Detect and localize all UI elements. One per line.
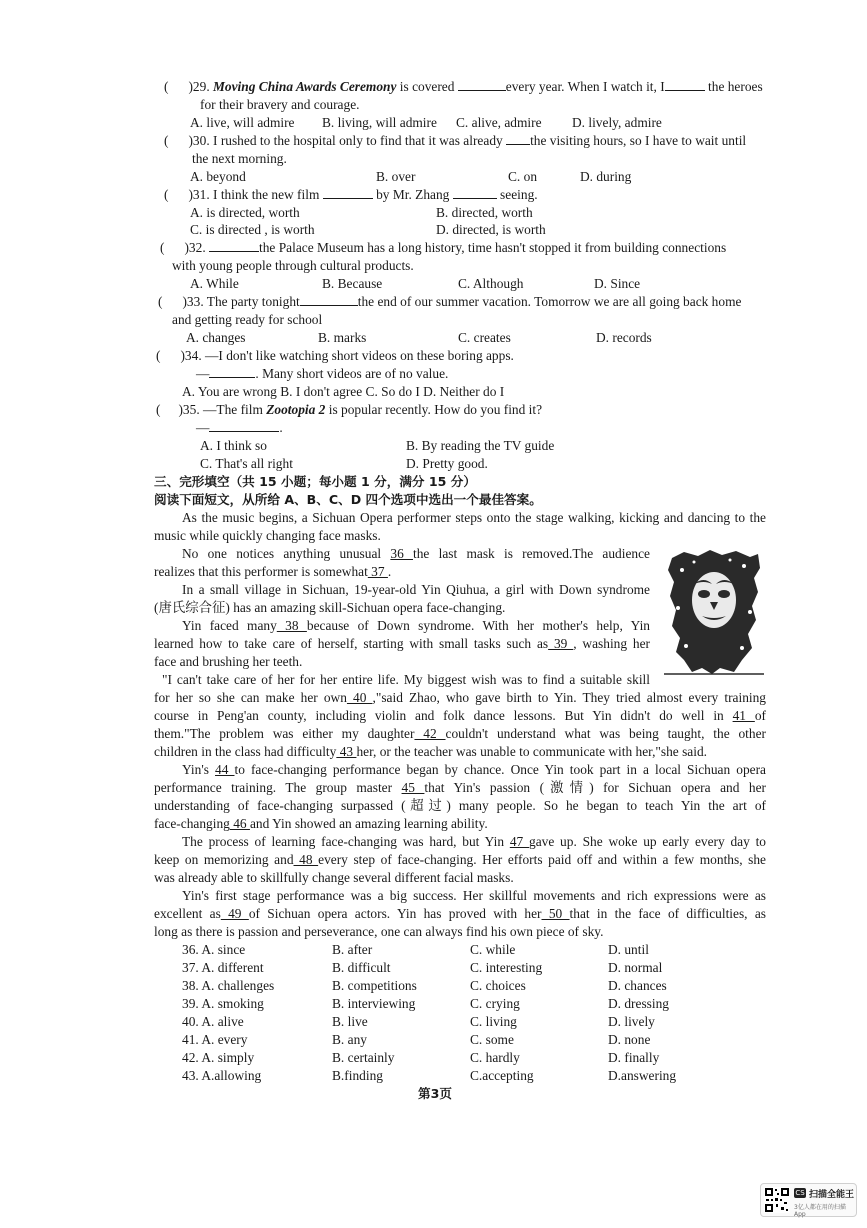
passage-line: Yin's first stage performance was a big success. Her skillful movements and rich expressions were as <box>182 888 766 903</box>
blank-42: 42 <box>414 726 446 741</box>
question-29-line-2: for their bravery and courage. <box>200 97 360 112</box>
option-b: B. marks <box>318 330 367 345</box>
blank-40: 40 <box>346 690 373 705</box>
blank-38: 38 <box>276 618 307 633</box>
option-d: D. records <box>596 330 652 345</box>
passage-line: performance training. The group master 45 that Yin's passion (激情) for Sichuan opera and her <box>154 780 766 795</box>
qr-code-icon <box>764 1187 790 1213</box>
passage-line: was already able to skillfully change several different facial masks. <box>154 870 514 885</box>
option-d: D. Pretty good. <box>406 456 488 471</box>
blank-37: 37 <box>367 564 388 579</box>
option-b: B. directed, worth <box>436 205 533 220</box>
scanner-watermark <box>760 1183 857 1217</box>
passage-line: understanding of face-changing surpassed (超过) many people. So he began to teach Yin the art of <box>154 798 766 813</box>
passage-line: course in Peng'an county, including violin and folk dance lessons. But Yin didn't do well in 41 of <box>154 708 766 723</box>
passage-line: learned how to take care of herself, starting with small tasks such as 39 , washing her <box>154 636 651 651</box>
passage-line: keep on memorizing and 48 every step of face-changing. Her efforts paid off and within a few months, she <box>154 852 766 867</box>
option-b: B. Because <box>322 276 383 291</box>
passage-line: As the music begins, a Sichuan Opera performer steps onto the stage walking, kicking and dancing to the <box>182 510 766 525</box>
blank-49: 49 <box>220 906 249 921</box>
blank-46: 46 <box>229 816 250 831</box>
badge-subtitle: 3亿人都在用的扫描App <box>794 1204 846 1218</box>
passage-line: Yin faced many 38 because of Down syndrome. With her mother's help, Yin <box>182 618 650 633</box>
question-34-line-1: ( )34. —I don't like watching short videos on these boring apps. <box>156 348 514 363</box>
blank-47: 47 <box>509 834 529 849</box>
option-c: C. on <box>508 169 538 184</box>
passage-line: for her so she can make her own 40 ,"said Zhao, who gave birth to Yin. They tried almost every training <box>154 690 767 705</box>
question-29-line-1: ( )29. Moving China Awards Ceremony is covered every year. When I watch it, I the heroes <box>164 79 763 94</box>
question-32-line-2: with young people through cultural products. <box>172 258 414 273</box>
option-a: A. is directed, worth <box>190 205 300 220</box>
section-instruction: 阅读下面短文，从所给 A、B、C、D 四个选项中选出一个最佳答案。 <box>154 492 542 507</box>
blank-39: 39 <box>548 636 574 651</box>
options-row: A. You are wrong B. I don't agree C. So do I D. Neither do I <box>182 384 505 399</box>
blank <box>300 293 358 306</box>
blank <box>209 365 255 378</box>
question-31-line-1: ( )31. I think the new film by Mr. Zhang seeing. <box>164 187 538 202</box>
option-c: C. Although <box>458 276 524 291</box>
blank <box>453 186 497 199</box>
passage-line: them."The problem was either my daughter 42 couldn't understand what was being taught, the other <box>154 726 766 741</box>
question-35-line-2: — . <box>196 420 283 435</box>
option-c: C. is directed , is worth <box>190 222 315 237</box>
option-a: A. changes <box>186 330 246 345</box>
option-b: B. By reading the TV guide <box>406 438 555 453</box>
blank <box>506 132 530 145</box>
option-a: A. While <box>190 276 239 291</box>
blank-36: 36 <box>390 546 414 561</box>
question-34-line-2: — . Many short videos are of no value. <box>196 366 449 381</box>
blank <box>665 78 705 91</box>
blank-50: 50 <box>541 906 570 921</box>
blank <box>458 78 506 91</box>
opera-performer-image <box>664 548 764 678</box>
option-c: C. That's all right <box>200 456 293 471</box>
badge-title: 扫描全能王 <box>809 1190 855 1200</box>
question-32-line-1: ( )32. the Palace Museum has a long history, time hasn't stopped it from building connections <box>160 240 727 255</box>
option-c: C. creates <box>458 330 511 345</box>
blank-48: 48 <box>293 852 319 867</box>
option-d: D. during <box>580 169 632 184</box>
answer-paren: ( <box>164 79 169 94</box>
passage-line: face and brushing her teeth. <box>154 654 303 669</box>
option-d: D. lively, admire <box>572 115 662 130</box>
passage-line: "I can't take care of her for her entire life. My biggest wish was to find a suitable skill <box>162 672 650 687</box>
blank-45: 45 <box>401 780 425 795</box>
option-c: C. alive, admire <box>456 115 542 130</box>
blank <box>209 419 279 432</box>
option-d: D. directed, is worth <box>436 222 546 237</box>
question-33-line-1: ( )33. The party tonight the end of our summer vacation. Tomorrow we are all going back home <box>158 294 742 309</box>
blank-43: 43 <box>336 744 357 759</box>
passage-line: No one notices anything unusual 36 the last mask is removed.The audience <box>182 546 650 561</box>
section-heading: 三、完形填空（共 15 小题；每小题 1 分，满分 15 分） <box>154 474 476 489</box>
question-35-line-1: ( )35. —The film Zootopia 2 is popular recently. How do you find it? <box>156 402 543 417</box>
option-b: B. over <box>376 169 416 184</box>
passage-line: children in the class had difficulty 43 her, or the teacher was unable to communicate with her,"she said. <box>154 744 707 759</box>
option-b: B. living, will admire <box>322 115 437 130</box>
option-a: A. I think so <box>200 438 267 453</box>
passage-line: long as there is passion and perseverance, one can always find his own piece of sky. <box>154 924 604 939</box>
blank-41: 41 <box>732 708 755 723</box>
passage-line: excellent as 49 of Sichuan opera actors. Yin has proved with her 50 that in the face of difficulties, as <box>154 906 766 921</box>
question-30-line-2: the next morning. <box>192 151 287 166</box>
option-a: A. live, will admire <box>190 115 295 130</box>
passage-line: Yin's 44 to face-changing performance began by chance. Once Yin took part in a local Sichuan opera <box>182 762 766 777</box>
passage-line: face-changing 46 and Yin showed an amazing learning ability. <box>154 816 488 831</box>
blank <box>209 239 259 252</box>
option-d: D. Since <box>594 276 641 291</box>
blank-44: 44 <box>215 762 235 777</box>
option-a: A. beyond <box>190 169 246 184</box>
passage-line: realizes that this performer is somewhat 37 . <box>154 564 392 579</box>
page-number: 第3页 <box>418 1086 452 1101</box>
camscanner-logo: CS <box>795 1189 805 1197</box>
passage-line: music while quickly changing face masks. <box>154 528 381 543</box>
question-33-line-2: and getting ready for school <box>172 312 323 327</box>
passage-line: The process of learning face-changing was hard, but Yin 47 gave up. She woke up early every day to <box>182 834 766 849</box>
blank <box>323 186 373 199</box>
passage-line: (唐氏综合征) has an amazing skill-Sichuan opera face-changing. <box>154 600 506 615</box>
question-30-line-1: ( )30. I rushed to the hospital only to find that it was already the visiting hours, so I have to wait until <box>164 133 747 148</box>
passage-line: In a small village in Sichuan, 19-year-old Yin Qiuhua, a girl with Down syndrome <box>182 582 650 597</box>
exam-page: ( )29. Moving China Awards Ceremony is covered every year. When I watch it, I the heroes for their bravery and courage. A. live, will admire B. living, will admire C. alive, admire D. lively, admire ( )30. I rushed to the hospital only to find that it was already the visiting hours, so I have to wait until the next morning. A. beyond B. over C. on D. during ( )31. I think the new film by Mr. Zhang seeing. A. is directed, worth B. directed, worth C. is directed , is worth D. directed, is worth ( )32. the Palace Museum has a long history, time hasn't stopped it from building connections with young people through cultural products. A. While B. Because C. Although D. Since ( )33. The party tonight the end of our summer vacation. Tomorrow we are all going back home and getting ready for school A. changes B. marks C. creates D. records ( )34. —I don't like watching short videos on these boring apps. — . Many short videos are of no value. A. You are wrong B. I don't agree C. So do I D. Neither do I ( )35. —The film Zootopia 2 is popular recently. How do you find it? — . A. I think so B. By reading the TV guide C. That's all right D. Pretty good. 三、完形填空（共 15 小题；每小题 1 分，满分 15 分） 阅读下面短文，从所给 A、B、C、D 四个选项中选出一个最佳答案。 As the music begins, a Sichuan Opera performer steps onto the stage walking, kicking and dancing to the music while quickly changing face masks. No one notices anything unusual 36 the last mask is removed.The audience realizes that this performer is somewhat 37 . In a small village in Sichuan, 19-year-old Yin Qiuhua, a girl with Down syndrome (唐氏综合征) has an amazing skill-Sichuan opera face-changing. Yin faced many 38 because of Down syndrome. With her mother's help, Yin learned how to take care of herself, starting with small tasks such as 39 , washing her face and brushing her teeth. "I can't take care of her for her entire life. My biggest wish was to find a suitable skill for her so she can make her own 40 ,"said Zhao, who gave birth to Yin. They tried almost every training course in Peng'an county, including violin and folk dance lessons. But Yin didn't do well in 41 of them."The problem was either my daughter 42 couldn't understand what was being taught, the other children in the class had difficulty 43 her, or the teacher was unable to communicate with her,"she said. Yin's 44 to face-changing performance began by chance. Once Yin took part in a local Sichuan opera performance training. The group master 45 that Yin's passion (激情) for Sichuan opera and her understanding of face-changing surpassed (超过) many people. So he began to teach Yin the art of face-changing 46 and Yin showed an amazing learning ability. The process of learning face-changing was hard, but Yin 47 gave up. She woke up early every day to keep on memorizing and 48 every step of face-changing. Her efforts paid off and within a few months, she was already able to skillfully change several different facial masks. Yin's first stage performance was a big success. Her skillful movements and rich expressions were as excellent as 49 of Sichuan opera actors. Yin has proved with her 50 that in the face of difficulties, as long as there is passion and perseverance, one can always find his own piece of sky. 36. A. since B. after C. while D. until 37. A. different B. difficult C. interesting D. normal 38. A. challenges B. competitions C. choices D. chances 39. A. smoking B. interviewing C. crying D. dressing 40. A. alive B. live C. living D. lively 41. A. every B. any C. some D. none 42. A. simply B. certainly C. hardly D. finally 43. A.allowing B.finding C.accepting D.answering 第3页 CS 扫描全能王 3亿人都在用的扫描App <box>0 0 867 1228</box>
